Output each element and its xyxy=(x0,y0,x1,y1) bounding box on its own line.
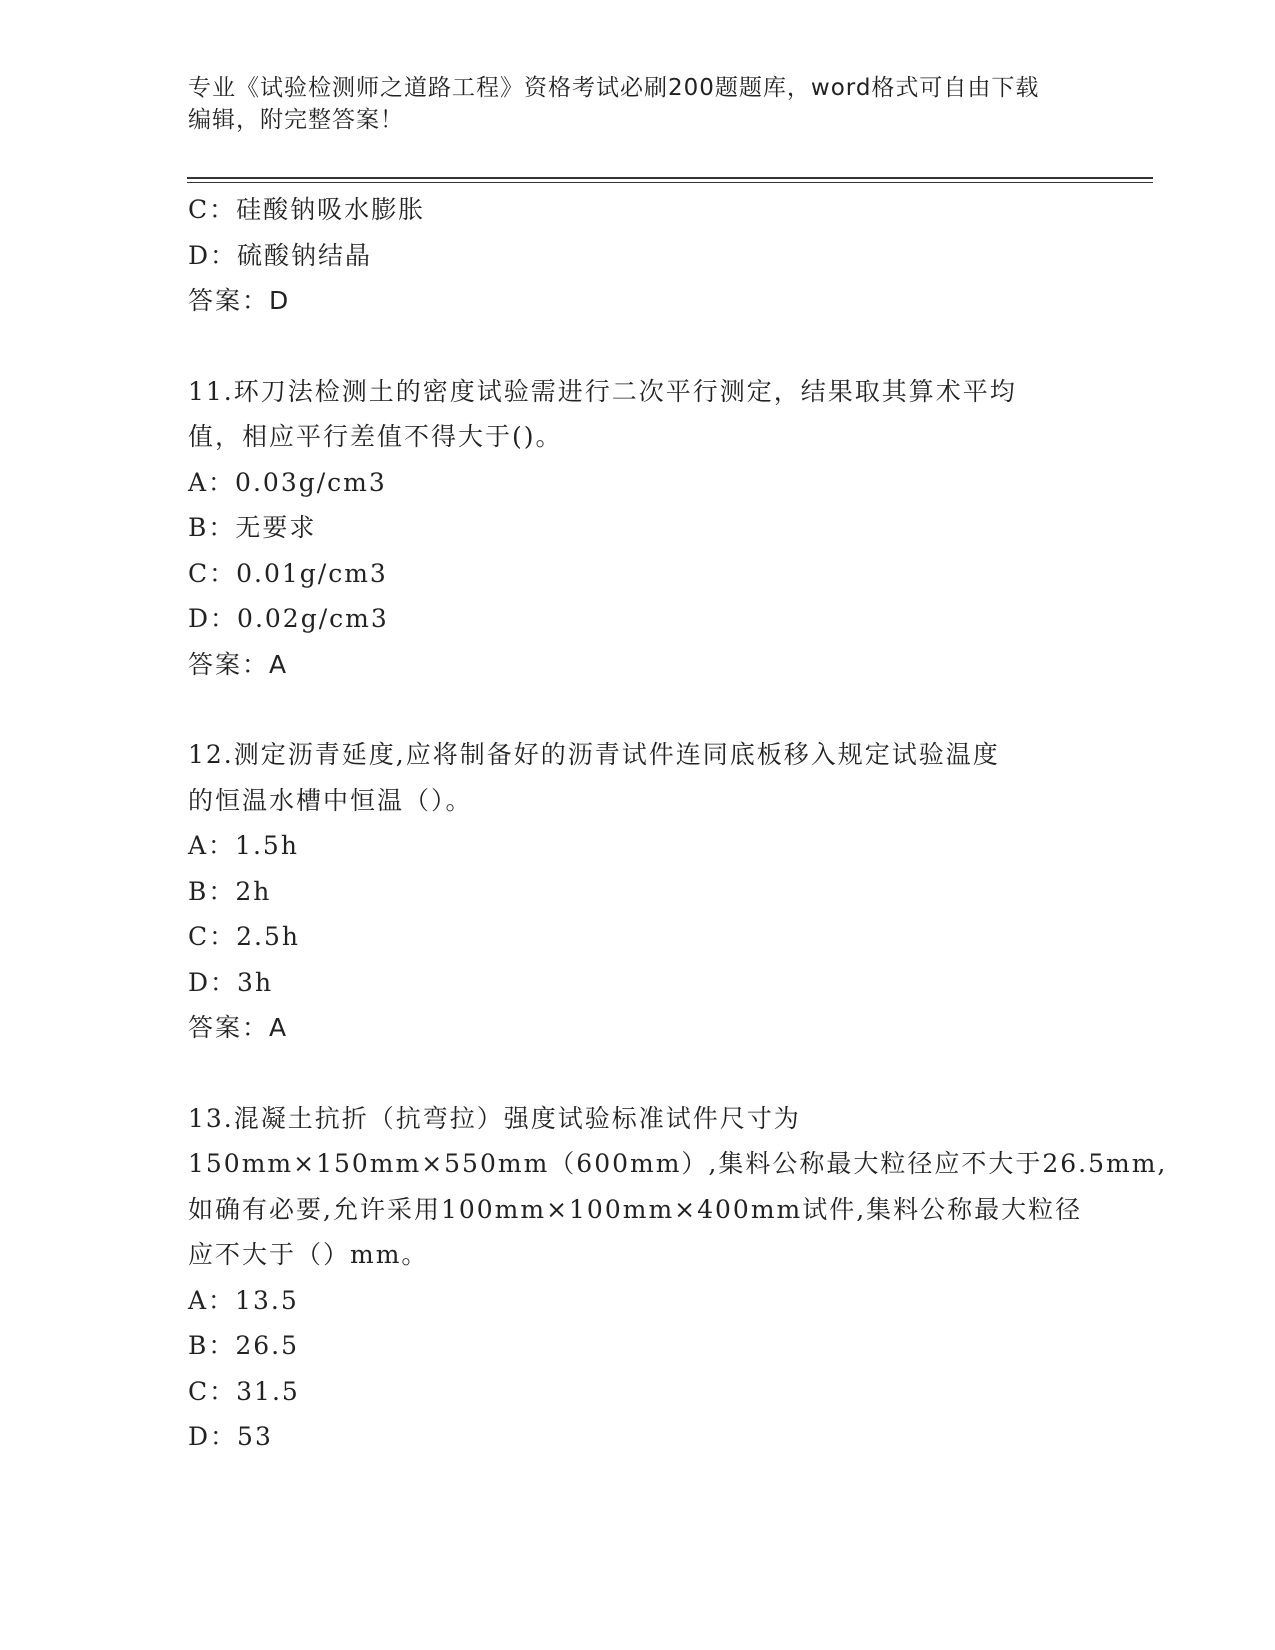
question-stem: 12.测定沥青延度,应将制备好的沥青试件连同底板移入规定试验温度 xyxy=(188,740,1000,769)
option-c: C：31.5 xyxy=(188,1376,300,1406)
header-line-1: 专业《试验检测师之道路工程》资格考试必刷200题题库，word格式可自由下载 xyxy=(188,75,1040,101)
question-content xyxy=(188,187,1168,1460)
option-d: D：53 xyxy=(188,1422,273,1451)
option-d: D：0.02g/cm3 xyxy=(188,604,389,633)
question-stem: 的恒温水槽中恒温（）。 xyxy=(188,785,473,815)
option-c: C：2.5h xyxy=(188,922,300,951)
header-rule-thick xyxy=(187,177,1153,179)
option-c: C：0.01g/cm3 xyxy=(188,558,388,588)
spacer xyxy=(188,687,1088,732)
option-d: D：3h xyxy=(188,967,274,997)
option-b: B：26.5 xyxy=(188,1331,300,1360)
question-stem: 应不大于（）mm。 xyxy=(188,1240,429,1269)
page-header xyxy=(188,72,1088,136)
option-a: A：13.5 xyxy=(188,1285,299,1315)
question-11 xyxy=(188,369,1088,688)
option-a: A：0.03g/cm3 xyxy=(188,467,387,497)
question-stem: 值，相应平行差值不得大于()。 xyxy=(188,422,563,451)
question-stem: 13.混凝土抗折（抗弯拉）强度试验标准试件尺寸为 xyxy=(188,1103,801,1133)
question-13 xyxy=(188,1096,1168,1460)
question-10-tail xyxy=(188,187,1088,324)
question-stem: 如确有必要,允许采用100mm×100mm×400mm试件,集料公称最大粒径 xyxy=(188,1194,1083,1224)
header-rule-thin xyxy=(187,182,1153,183)
answer-line: 答案：A xyxy=(188,649,289,679)
answer-line: 答案：A xyxy=(188,1013,289,1042)
spacer xyxy=(188,324,1088,369)
question-stem: 150mm×150mm×550mm（600mm）,集料公称最大粒径应不大于26.5mm, xyxy=(188,1149,1168,1178)
answer-line: 答案：D xyxy=(188,286,291,315)
header-line-2: 编辑，附完整答案！ xyxy=(188,107,404,133)
option-b: B：2h xyxy=(188,876,272,906)
question-12 xyxy=(188,732,1088,1051)
question-stem: 11.环刀法检测土的密度试验需进行二次平行测定，结果取其算术平均 xyxy=(188,376,1017,406)
option-d: D：硫酸钠结晶 xyxy=(188,240,373,270)
option-b: B：无要求 xyxy=(188,513,317,542)
option-a: A：1.5h xyxy=(188,831,299,860)
option-c: C：硅酸钠吸水膨胀 xyxy=(188,195,426,224)
spacer xyxy=(188,1051,1088,1096)
